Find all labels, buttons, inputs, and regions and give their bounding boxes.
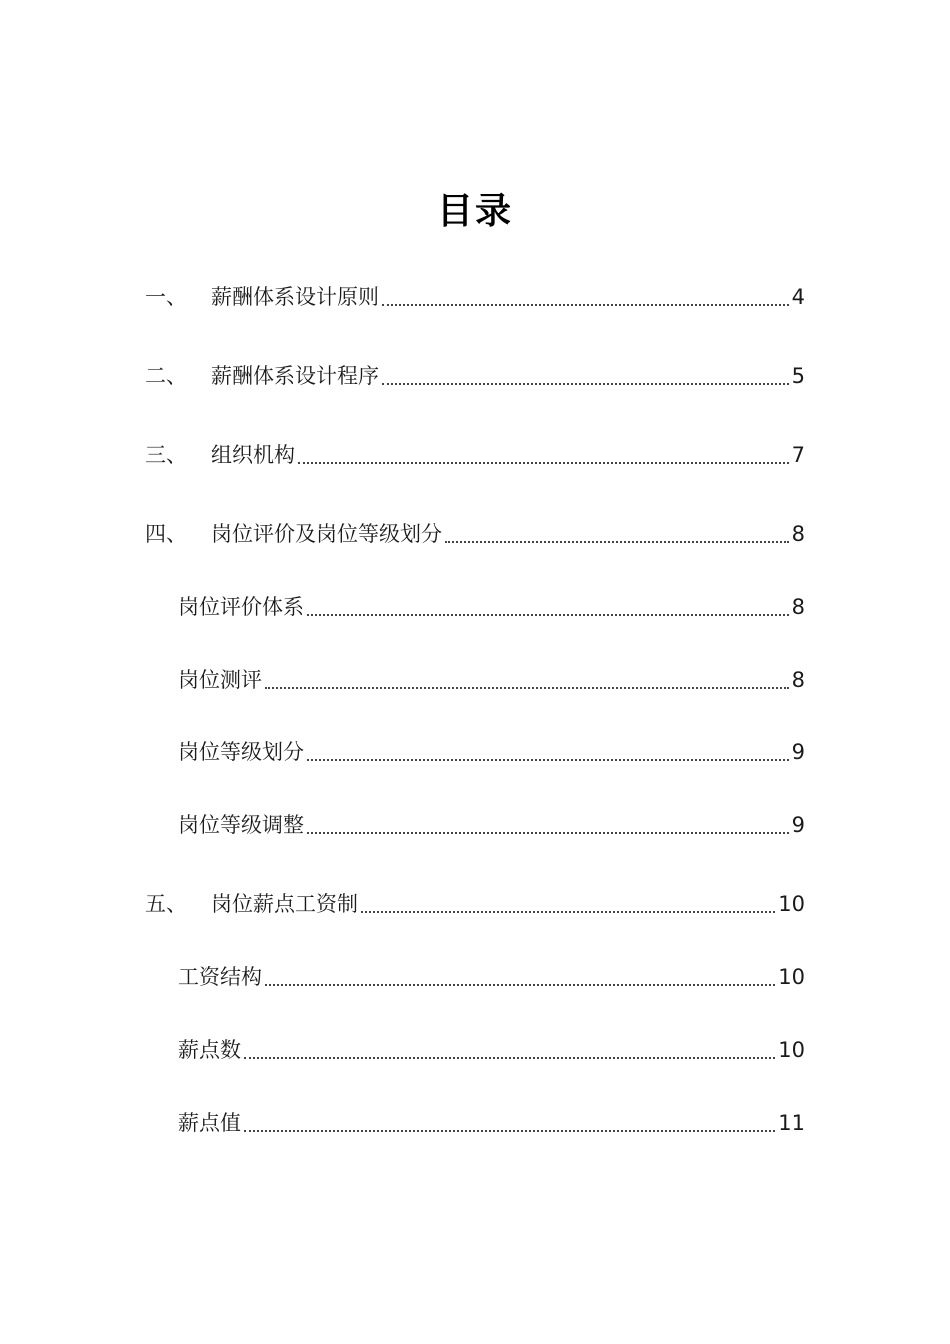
dot-leader [361,911,775,913]
toc-entry-3[interactable] [0,440,950,470]
toc-entry-page: 4 [791,285,805,309]
dot-leader [307,832,789,834]
dot-leader [298,462,789,464]
toc-entry-page: 5 [791,364,805,388]
toc-entry-label: 工资结构 [178,965,262,989]
toc-subentry[interactable] [0,737,950,767]
toc-entry-page: 10 [778,965,805,989]
toc-entry-page: 8 [791,522,805,546]
toc-subentry[interactable] [0,810,950,840]
toc-entry-1[interactable] [0,282,950,312]
dot-leader [307,759,789,761]
toc-entry-2[interactable] [0,361,950,391]
dot-leader [244,1057,775,1059]
toc-entry-page: 8 [791,595,805,619]
toc-entry-page: 10 [778,892,805,916]
toc-entry-label: 岗位薪点工资制 [211,892,358,916]
toc-entry-label: 薪点值 [178,1111,241,1135]
toc-subentry[interactable] [0,1035,950,1065]
dot-leader [307,614,789,616]
dot-leader [382,304,789,306]
dot-leader [265,687,789,689]
toc-entry-label: 岗位评价及岗位等级划分 [211,522,442,546]
toc-entry-5[interactable] [0,889,950,919]
toc-entry-page: 9 [791,813,805,837]
toc-entry-page: 9 [791,740,805,764]
toc-entry-4[interactable] [0,519,950,549]
toc-subentry[interactable] [0,962,950,992]
toc-entry-number: 五、 [145,892,187,916]
dot-leader [265,984,775,986]
dot-leader [382,383,789,385]
toc-entry-label: 薪点数 [178,1038,241,1062]
toc-subentry[interactable] [0,592,950,622]
toc-entry-number: 三、 [145,443,187,467]
toc-entry-label: 组织机构 [211,443,295,467]
toc-entry-page: 7 [791,443,805,467]
toc-entry-label: 岗位等级划分 [178,740,304,764]
toc-entry-label: 薪酬体系设计程序 [211,364,379,388]
toc-entry-label: 岗位评价体系 [178,595,304,619]
dot-leader [244,1130,775,1132]
toc-entry-label: 薪酬体系设计原则 [211,285,379,309]
dot-leader [445,541,789,543]
toc-entry-number: 二、 [145,364,187,388]
toc-entry-page: 8 [791,668,805,692]
toc-subentry[interactable] [0,665,950,695]
toc-entry-number: 一、 [145,285,187,309]
page-title: 目录 [436,191,513,232]
toc-entry-label: 岗位等级调整 [178,813,304,837]
toc-subentry[interactable] [0,1108,950,1138]
toc-entry-label: 岗位测评 [178,668,262,692]
toc-entry-page: 10 [778,1038,805,1062]
toc-entry-number: 四、 [145,522,187,546]
toc-entry-page: 11 [778,1111,805,1135]
